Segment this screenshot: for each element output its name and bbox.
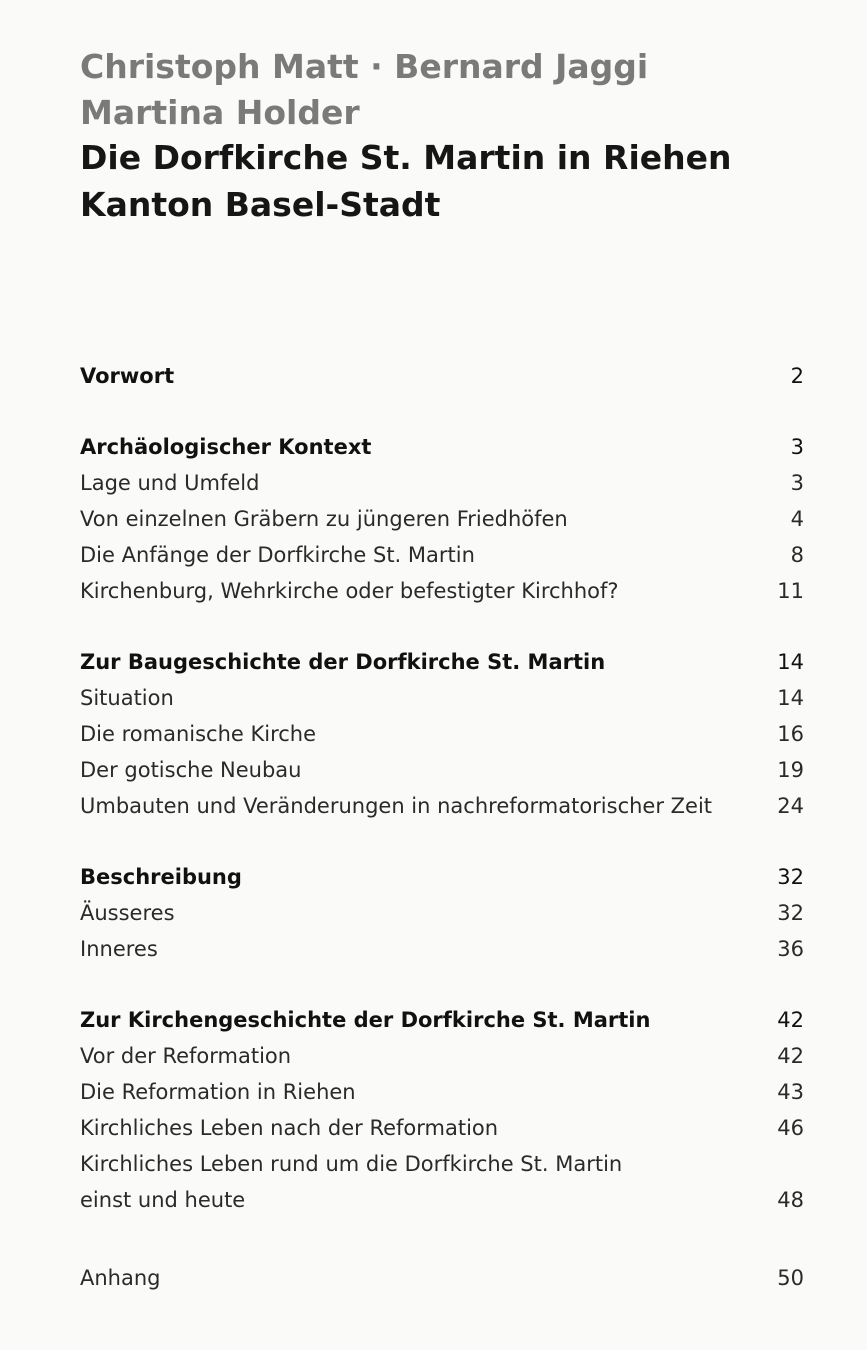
toc-page-number: 48 xyxy=(777,1188,804,1212)
authors-line-2: Martina Holder xyxy=(80,93,360,132)
toc-entry[interactable] xyxy=(80,752,804,788)
toc-entry-label: Kirchenburg, Wehrkirche oder befestigter Kirchhof? xyxy=(80,579,619,603)
toc-entry-label: Inneres xyxy=(80,937,158,961)
toc-entry-label: Vor der Reformation xyxy=(80,1044,292,1068)
toc-page-number: 32 xyxy=(777,901,804,925)
toc-page-number: 16 xyxy=(777,722,804,746)
toc-entry-label-line-2: einst und heute xyxy=(80,1188,246,1212)
toc-section-anhang xyxy=(80,1260,804,1296)
toc-page-number: 43 xyxy=(777,1080,804,1104)
toc-entry-label xyxy=(80,1146,622,1218)
toc-page-number: 42 xyxy=(777,1044,804,1068)
toc-page-number: 46 xyxy=(777,1116,804,1140)
toc-section-archaeologie xyxy=(80,429,804,609)
toc-entry[interactable] xyxy=(80,501,804,537)
toc-entry[interactable] xyxy=(80,931,804,967)
toc-page-number: 8 xyxy=(790,543,804,567)
authors xyxy=(80,44,800,136)
toc-entry-label: Äusseres xyxy=(80,901,175,925)
toc-entry[interactable] xyxy=(80,537,804,573)
toc-heading-label: Zur Kirchengeschichte der Dorfkirche St. Martin xyxy=(80,1008,651,1032)
toc-page-number: 36 xyxy=(777,937,804,961)
toc-entry[interactable] xyxy=(80,1260,804,1296)
toc-entry[interactable] xyxy=(80,1146,804,1218)
toc-entry-label: Kirchliches Leben nach der Reformation xyxy=(80,1116,499,1140)
toc-page-number: 14 xyxy=(777,650,804,674)
toc-heading-label: Zur Baugeschichte der Dorfkirche St. Martin xyxy=(80,650,606,674)
toc-heading-label: Beschreibung xyxy=(80,865,242,889)
toc-section-kirchengeschichte xyxy=(80,1002,804,1218)
toc-page-number: 3 xyxy=(790,471,804,495)
toc-heading[interactable] xyxy=(80,644,804,680)
table-of-contents xyxy=(80,358,804,1253)
toc-entry-label: Der gotische Neubau xyxy=(80,758,302,782)
toc-page-number: 50 xyxy=(777,1266,804,1290)
toc-entry-label: Von einzelnen Gräbern zu jüngeren Friedhöfen xyxy=(80,507,568,531)
toc-section-beschreibung xyxy=(80,859,804,967)
toc-page-number: 19 xyxy=(777,758,804,782)
toc-entry[interactable] xyxy=(80,465,804,501)
toc-entry-label-line-1: Kirchliches Leben rund um die Dorfkirche St. Martin xyxy=(80,1152,623,1176)
toc-entry-label: Die Reformation in Riehen xyxy=(80,1080,356,1104)
toc-section-vorwort xyxy=(80,358,804,394)
toc-page-number: 42 xyxy=(777,1008,804,1032)
toc-entry-label: Umbauten und Veränderungen in nachreformatorischer Zeit xyxy=(80,794,713,818)
toc-page-number: 24 xyxy=(777,794,804,818)
book-title xyxy=(80,134,820,228)
toc-page-number: 3 xyxy=(790,435,804,459)
toc-entry[interactable] xyxy=(80,788,804,824)
authors-line-1: Christoph Matt · Bernard Jaggi xyxy=(80,47,649,86)
toc-entry[interactable] xyxy=(80,680,804,716)
book-title-line-1: Die Dorfkirche St. Martin in Riehen xyxy=(80,138,732,177)
toc-entry[interactable] xyxy=(80,1110,804,1146)
toc-entry-label: Die Anfänge der Dorfkirche St. Martin xyxy=(80,543,475,567)
toc-heading-label: Vorwort xyxy=(80,364,175,388)
toc-entry-label: Lage und Umfeld xyxy=(80,471,260,495)
book-title-line-2: Kanton Basel-Stadt xyxy=(80,185,441,224)
toc-heading-label: Archäologischer Kontext xyxy=(80,435,372,459)
toc-entry[interactable] xyxy=(80,1038,804,1074)
toc-heading[interactable] xyxy=(80,358,804,394)
toc-entry-label: Situation xyxy=(80,686,174,710)
toc-section-baugeschichte xyxy=(80,644,804,824)
toc-entry[interactable] xyxy=(80,573,804,609)
toc-page-number: 32 xyxy=(777,865,804,889)
toc-heading[interactable] xyxy=(80,859,804,895)
toc-page-number: 11 xyxy=(777,579,804,603)
toc-entry-label: Die romanische Kirche xyxy=(80,722,317,746)
toc-page-number: 2 xyxy=(790,364,804,388)
toc-heading[interactable] xyxy=(80,1002,804,1038)
toc-page-number: 14 xyxy=(777,686,804,710)
toc-entry[interactable] xyxy=(80,895,804,931)
toc-entry[interactable] xyxy=(80,1074,804,1110)
toc-entry[interactable] xyxy=(80,716,804,752)
toc-entry-label: Anhang xyxy=(80,1266,161,1290)
toc-heading[interactable] xyxy=(80,429,804,465)
toc-page-number: 4 xyxy=(790,507,804,531)
